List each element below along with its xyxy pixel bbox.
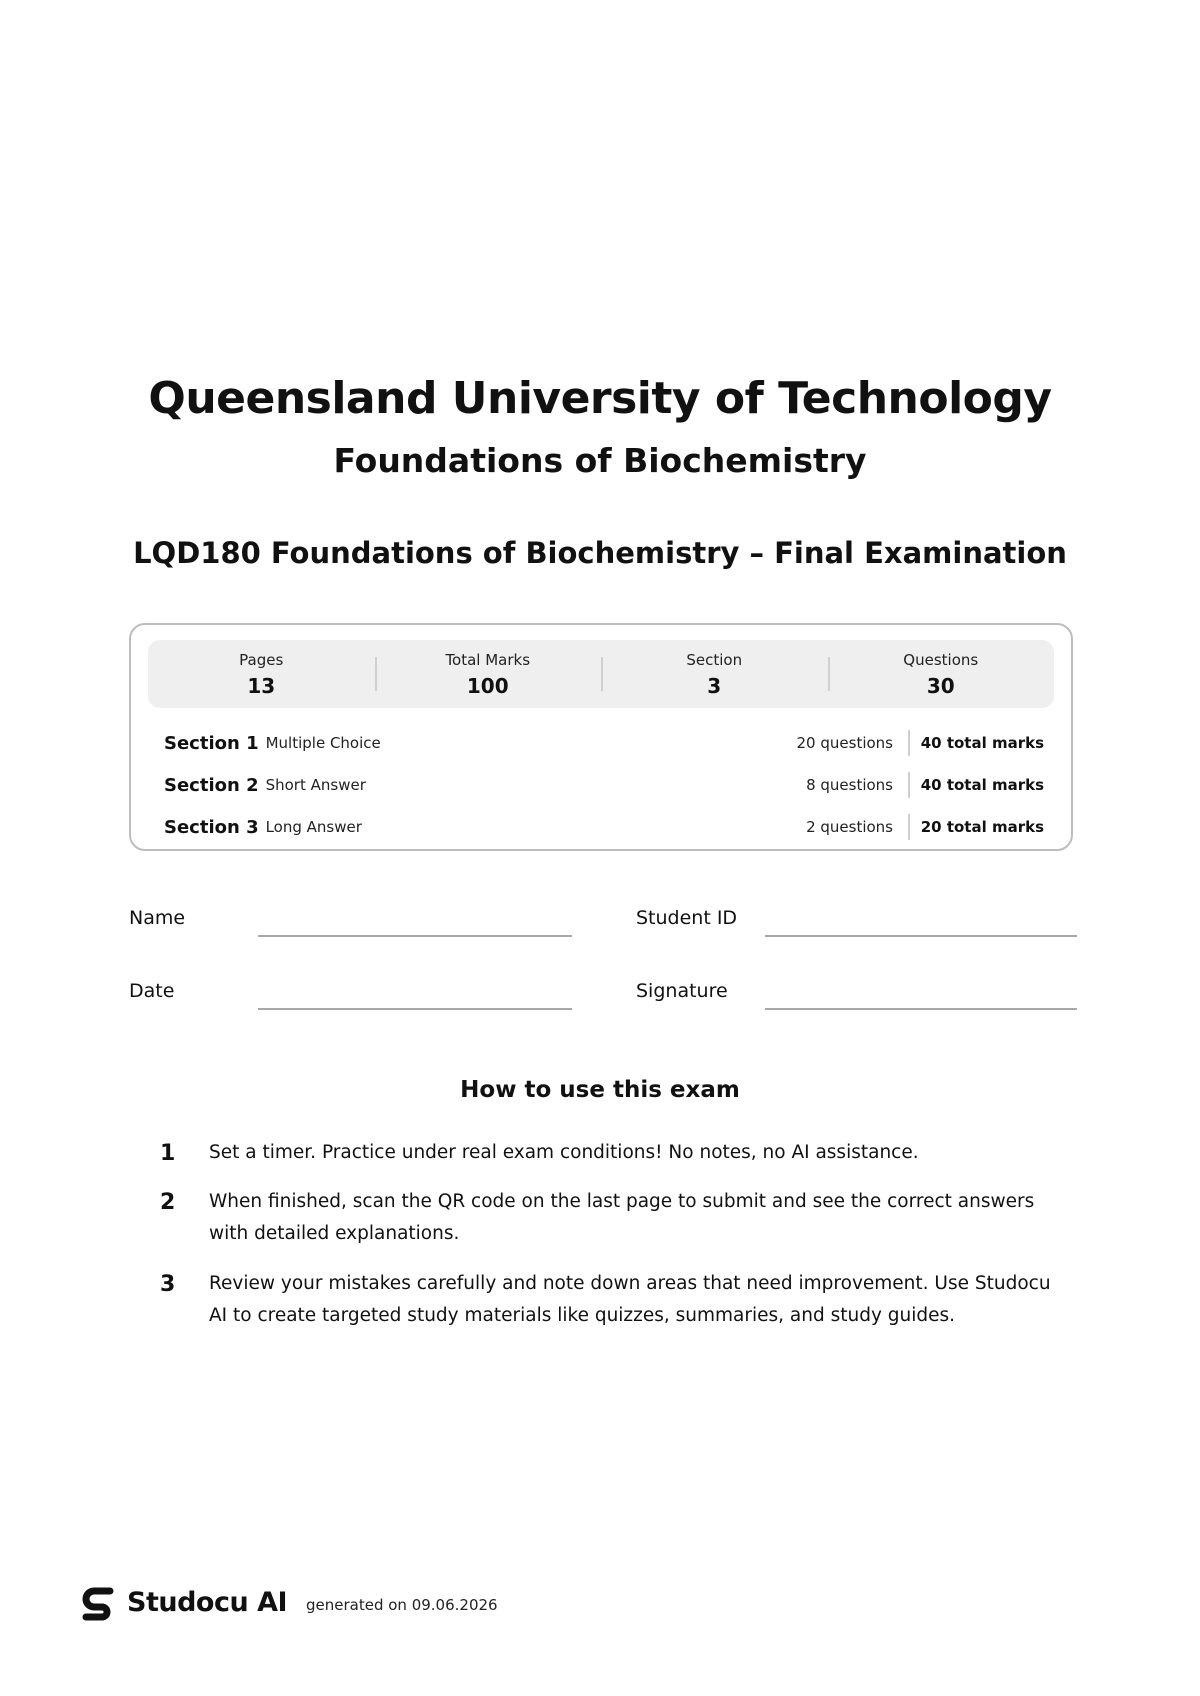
stats-bar [148, 640, 1054, 708]
section-type: Multiple Choice [265, 734, 381, 752]
section-row-3 [164, 812, 1044, 842]
section-type: Long Answer [265, 818, 362, 836]
step-text: When finished, scan the QR code on the last page to submit and see the correct answers with detailed explanations. [209, 1191, 1035, 1244]
section-type: Short Answer [265, 776, 366, 794]
stat-pages [148, 640, 375, 708]
stat-label: Total Marks [445, 651, 531, 669]
course-subtitle: Foundations of Biochemistry [333, 441, 867, 480]
stat-total-marks [375, 640, 602, 708]
step-number: 1 [160, 1141, 176, 1166]
stat-value: 3 [707, 674, 722, 698]
signature-label: Signature [636, 980, 728, 1002]
section-question-count: 2 questions [806, 818, 893, 836]
step-number: 2 [160, 1190, 176, 1215]
exam-title: LQD180 Foundations of Biochemistry – Final Examination [133, 536, 1067, 570]
section-name: Section 1 [164, 732, 259, 754]
stat-questions [828, 640, 1055, 708]
stat-label: Section [686, 651, 743, 669]
exam-summary-box [129, 623, 1073, 851]
section-marks: 20 total marks [920, 818, 1044, 836]
stat-label: Pages [239, 651, 284, 669]
stat-value: 13 [247, 674, 276, 698]
date-field[interactable] [258, 1008, 572, 1010]
stat-label: Questions [903, 651, 979, 669]
section-question-count: 20 questions [796, 734, 893, 752]
step-text: Review your mistakes carefully and note down areas that need improvement. Use Studocu AI to create targeted study materials like quizzes, summaries, and study guides. [209, 1273, 1051, 1326]
university-title: Queensland University of Technology [148, 373, 1052, 424]
date-label: Date [129, 980, 175, 1002]
stat-section [601, 640, 828, 708]
step-number: 3 [160, 1272, 176, 1297]
student-id-field[interactable] [765, 935, 1077, 937]
section-row-1 [164, 728, 1044, 758]
student-id-label: Student ID [636, 907, 738, 929]
stat-value: 30 [926, 674, 955, 698]
section-row-2 [164, 770, 1044, 800]
step-text: Set a timer. Practice under real exam conditions! No notes, no AI assistance. [209, 1142, 919, 1163]
signature-field[interactable] [765, 1008, 1077, 1010]
name-label: Name [129, 907, 186, 929]
name-field[interactable] [258, 935, 572, 937]
section-marks: 40 total marks [920, 734, 1044, 752]
generated-date: generated on 09.06.2026 [306, 1596, 498, 1614]
section-question-count: 8 questions [806, 776, 893, 794]
footer-brand: Studocu AI [127, 1587, 288, 1618]
stat-value: 100 [466, 674, 509, 698]
section-marks: 40 total marks [920, 776, 1044, 794]
section-name: Section 2 [164, 774, 259, 796]
howto-title: How to use this exam [460, 1077, 740, 1103]
section-name: Section 3 [164, 816, 259, 838]
studocu-logo-icon [80, 1585, 116, 1625]
